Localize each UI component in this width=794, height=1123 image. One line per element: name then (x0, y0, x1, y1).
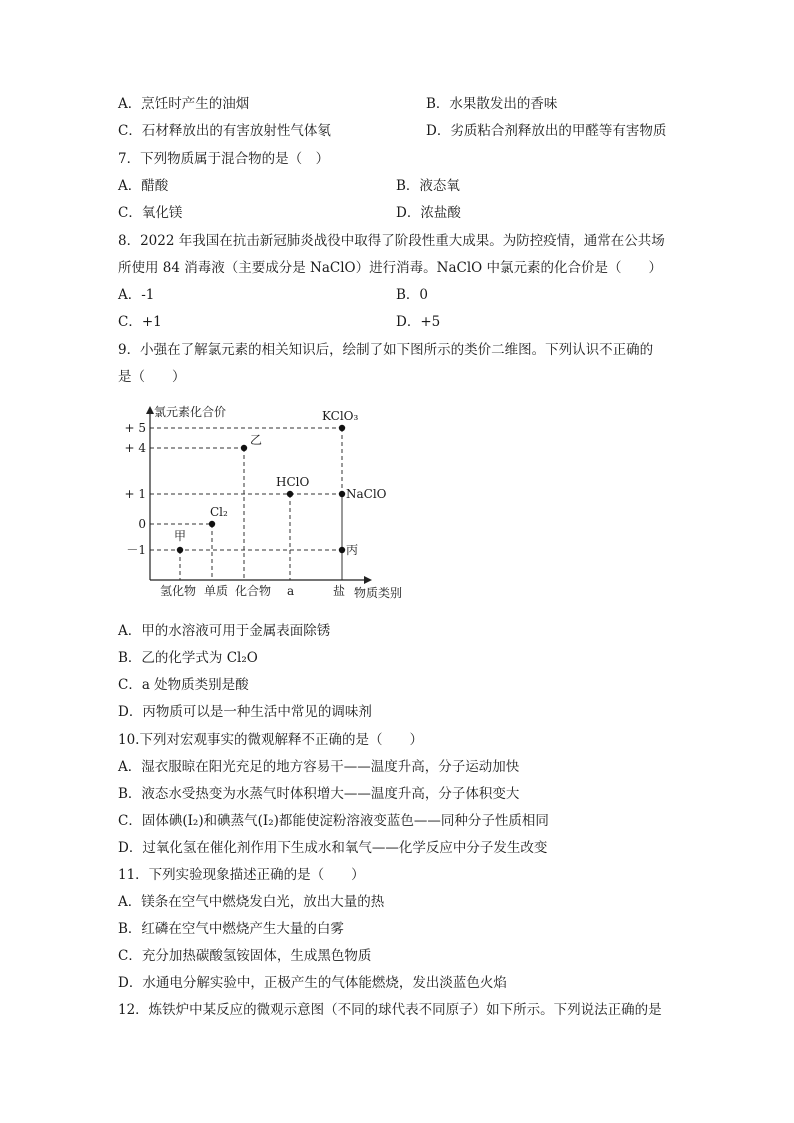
data-point (339, 491, 345, 497)
q9-option-d: D．丙物质可以是一种生活中常见的调味剂 (118, 704, 372, 720)
x-category-label: 盐 (333, 584, 346, 598)
q10-option-a: A．湿衣服晾在阳光充足的地方容易干——温度升高，分子运动加快 (118, 759, 520, 775)
data-point (177, 547, 183, 553)
q7-option-b: B．液态氧 (396, 178, 460, 194)
q8-option-d: D．+5 (396, 314, 441, 330)
q7-option-d: D．浓盐酸 (396, 205, 461, 221)
chart-labels (124, 404, 402, 600)
q6-option-a: A．烹饪时产生的油烟 (118, 96, 250, 112)
data-point (209, 521, 215, 527)
q7-stem: 7．下列物质属于混合物的是（ ） (118, 151, 330, 167)
point-label: KClO₃ (322, 409, 359, 423)
q11-option-d: D．水通电分解实验中，正极产生的气体能燃烧，发出淡蓝色火焰 (118, 975, 507, 991)
point-label: 丙 (346, 543, 359, 557)
x-category-label: 化合物 (235, 584, 272, 598)
x-category-label: a (287, 584, 295, 598)
chart-svg (118, 398, 418, 608)
data-point (339, 425, 345, 431)
q8-stem-line-2: 所使用 84 消毒液（主要成分是 NaClO）进行消毒。NaClO 中氯元素的化合价是（ ） (118, 260, 662, 276)
y-tick-label: －1 (126, 543, 146, 557)
q9-stem-line-1: 9．小强在了解氯元素的相关知识后，绘制了如下图所示的类价二维图。下列认识不正确的 (118, 342, 654, 358)
data-point (339, 547, 345, 553)
y-axis-title: 氯元素化合价 (154, 405, 227, 419)
x-axis-title: 物质类别 (354, 586, 403, 600)
q11-option-a: A．镁条在空气中燃烧发白光，放出大量的热 (118, 894, 385, 910)
q12-stem: 12．炼铁炉中某反应的微观示意图（不同的球代表不同原子）如下所示。下列说法正确的是 (118, 1002, 662, 1018)
q6-option-d: D．劣质粘合剂释放出的甲醛等有害物质 (426, 123, 667, 139)
q7-option-c: C．氧化镁 (118, 205, 183, 221)
q8-option-b: B．0 (396, 287, 429, 303)
q6-option-b: B．水果散发出的香味 (426, 96, 558, 112)
y-tick-label: 0 (138, 517, 146, 531)
q10-option-d: D．过氧化氢在催化剂作用下生成水和氧气——化学反应中分子发生改变 (118, 840, 548, 856)
q6-option-c: C．石材释放出的有害放射性气体氡 (118, 123, 331, 139)
q11-option-b: B．红磷在空气中燃烧产生大量的白雾 (118, 921, 344, 937)
point-label: NaClO (346, 487, 387, 501)
q10-option-b: B．液态水受热变为水蒸气时体积增大——温度升高，分子体积变大 (118, 786, 520, 802)
q8-option-c: C．+1 (118, 314, 162, 330)
q7-option-a: A．醋酸 (118, 178, 169, 194)
q8-stem-line-1: 8．2022 年我国在抗击新冠肺炎战役中取得了阶段性重大成果。为防控疫情，通常在公共场 (118, 233, 665, 249)
y-axis-arrow (146, 406, 154, 414)
y-tick-label: + 5 (124, 421, 146, 435)
chlorine-valence-chart (118, 398, 418, 608)
q11-option-c: C．充分加热碳酸氢铵固体，生成黑色物质 (118, 948, 372, 964)
chart-dashed-guides (150, 428, 342, 580)
y-tick-label: + 1 (124, 487, 146, 501)
x-category-label: 单质 (204, 584, 229, 598)
q8-option-a: A．-1 (118, 287, 155, 303)
q10-stem: 10.下列对宏观事实的微观解释不正确的是（ ） (118, 732, 423, 748)
x-axis-arrow (364, 576, 372, 584)
data-point (287, 491, 293, 497)
x-category-label: 氢化物 (160, 584, 197, 598)
q10-option-c: C．固体碘(I₂)和碘蒸气(I₂)都能使淀粉溶液变蓝色——同种分子性质相同 (118, 813, 549, 829)
point-label: 乙 (250, 433, 263, 447)
point-label: HClO (276, 475, 310, 489)
point-label: 甲 (174, 529, 187, 543)
q9-option-a: A．甲的水溶液可用于金属表面除锈 (118, 623, 331, 639)
q9-stem-line-2: 是（ ） (118, 369, 186, 385)
data-point (241, 445, 247, 451)
q9-option-b: B．乙的化学式为 Cl₂O (118, 650, 258, 666)
q11-stem: 11．下列实验现象描述正确的是（ ） (118, 867, 365, 883)
y-tick-label: + 4 (124, 441, 146, 455)
point-label: Cl₂ (210, 505, 228, 519)
q9-option-c: C．a 处物质类别是酸 (118, 677, 249, 693)
